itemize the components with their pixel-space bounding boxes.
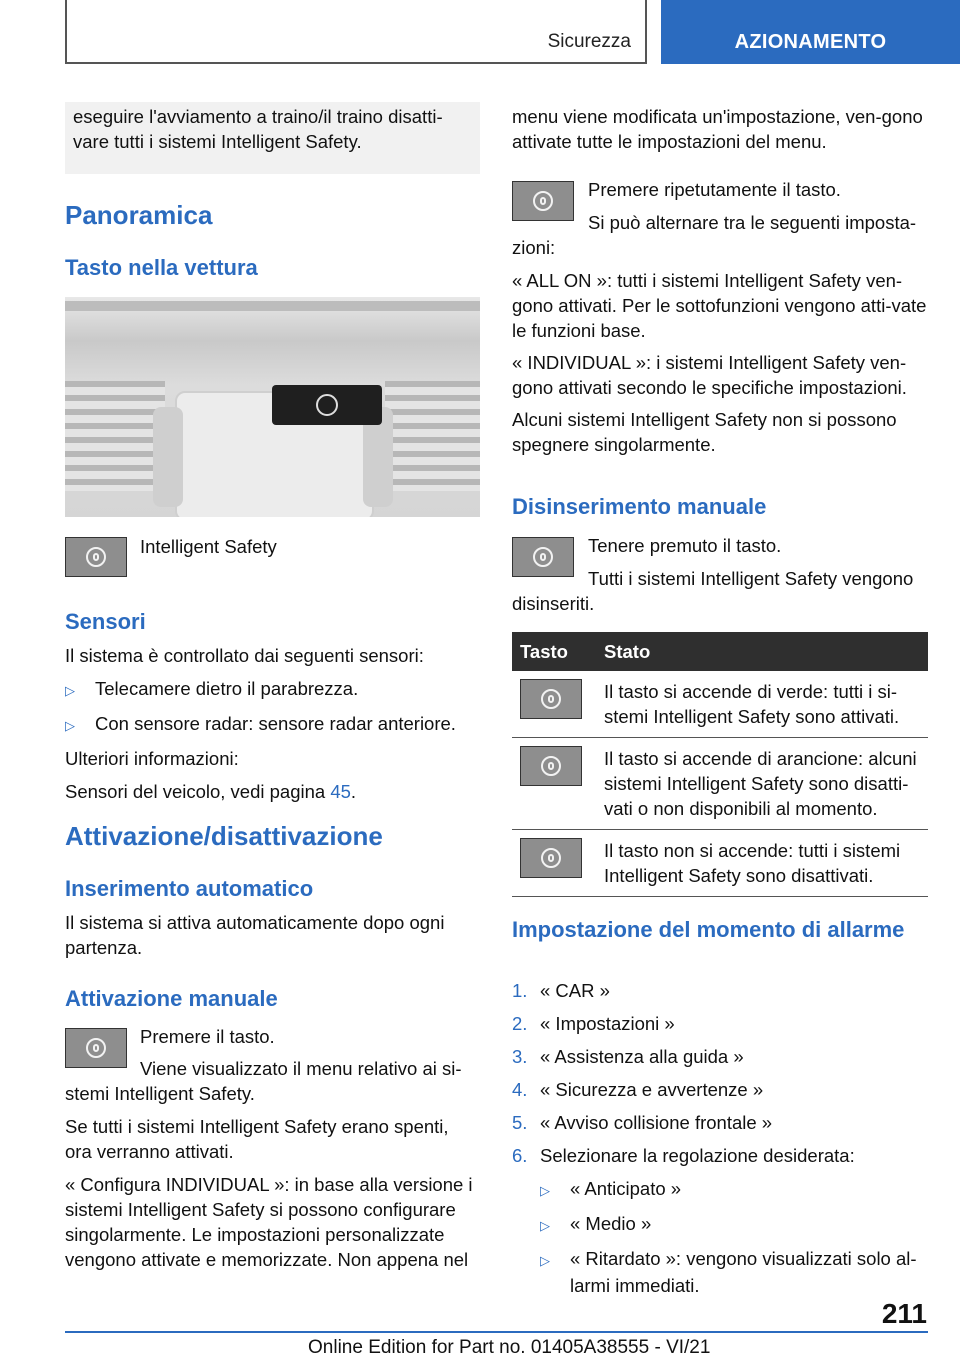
heading-inserimento-automatico: Inserimento automatico [65,876,314,901]
header-section-title: Sicurezza [547,31,631,52]
inserimento-text: Il sistema si attiva automaticamente dopo ogni partenza. [65,912,445,958]
intelligent-safety-button-icon [65,537,127,577]
repeat-step: Premere ripetutamente il tasto. [588,179,841,200]
triangle-bullet-icon: ▷ [540,1253,550,1268]
heading-impostazione-allarme: Impostazione del momento di allarme [512,917,905,942]
list-item: 6. Selezionare la regolazione desiderata: [512,1145,855,1166]
ulteriori-label: Ulteriori informazioni: [65,748,239,769]
individual-text: « INDIVIDUAL »: i sistemi Intelligent Safety ven-gono attivati secondo le specifiche impostazioni. [512,352,907,398]
heading-panoramica: Panoramica [65,200,213,230]
heading-attivazione: Attivazione/disattivazione [65,821,383,851]
table-row [512,830,928,897]
triangle-bullet-icon: ▷ [540,1183,550,1198]
header-chapter-tab [661,0,960,64]
manuale-p2: Se tutti i sistemi Intelligent Safety erano spenti, ora verranno attivati. [65,1116,449,1162]
page-number: 211 [881,1298,927,1329]
table-cell-stato: Il tasto si accende di verde: tutti i si-stemi Intelligent Safety sono attivati. [604,681,900,727]
sensori-reference: Sensori del veicolo, vedi pagina 45. [65,781,357,802]
header-section-box [65,0,647,64]
dis-step: Tenere premuto il tasto. [588,535,782,556]
sensori-section [65,643,480,812]
table-header [512,632,928,671]
triangle-bullet-icon: ▷ [65,718,75,733]
list-item: 1. « CAR » [512,980,610,1001]
footer-edition: Online Edition for Part no. 01405A38555 - VI/21 [308,1337,711,1358]
triangle-bullet-icon: ▷ [65,683,75,698]
note-text: eseguire l'avviamento a traino/il traino disatti-vare tutti i sistemi Intelligent Safety. [73,106,443,152]
intelligent-safety-button-icon [520,679,582,719]
button-caption: Intelligent Safety [140,536,277,557]
intelligent-safety-key-photo [272,385,382,425]
table-row [512,671,928,738]
list-item: 5. « Avviso collisione frontale » [512,1112,773,1133]
repeat-text: Si può alternare tra le seguenti imposta-zioni: [512,212,917,258]
alcuni-text: Alcuni sistemi Intelligent Safety non si possono spegnere singolarmente. [512,409,897,455]
heading-attivazione-manuale: Attivazione manuale [65,986,278,1011]
table-row [512,738,928,830]
status-table [512,632,928,897]
header-chapter-title: AZIONAMENTO [734,31,887,53]
table-col-stato: Stato [604,641,651,662]
dis-text: Tutti i sistemi Intelligent Safety vengono disinseriti. [512,568,914,614]
right-continuation: menu viene modificata un'impostazione, ven-gono attivate tutte le impostazioni del menu. [512,106,923,152]
list-item: 3. « Assistenza alla guida » [512,1046,744,1067]
table-cell-stato: Il tasto non si accende: tutti i sistemi Intelligent Safety sono disattivati. [604,840,901,886]
all-on-text: « ALL ON »: tutti i sistemi Intelligent Safety ven-gono attivati. Per le sottofunzioni vengono atti-vate le funzioni base. [512,270,927,341]
intelligent-safety-icon [316,394,338,416]
steps-list [512,978,928,1306]
manuale-step: Premere il tasto. [140,1026,275,1047]
note-box [65,102,480,174]
sensori-item-2: ▷ Con sensore radar: sensore radar anteriore. [65,711,480,738]
page-link-45[interactable]: 45 [330,781,351,802]
heading-disinserimento: Disinserimento manuale [512,494,767,519]
intelligent-safety-button-icon [520,746,582,786]
manuale-text: Viene visualizzato il menu relativo ai si-stemi Intelligent Safety. [65,1058,462,1104]
manuale-p3: « Configura INDIVIDUAL »: in base alla versione i sistemi Intelligent Safety si possono configurare singolarmente. Le impostazioni personalizzate vengono attivate e memorizzate. Non appena nel [65,1174,473,1270]
sub-item: ▷ « Anticipato » [512,1176,928,1203]
heading-tasto-vettura: Tasto nella vettura [65,255,258,280]
footer-divider [65,1331,928,1333]
vehicle-button-photo [65,297,480,517]
list-item: 4. « Sicurezza e avvertenze » [512,1079,764,1100]
sensori-intro: Il sistema è controllato dai seguenti sensori: [65,645,424,666]
intelligent-safety-button-icon [520,838,582,878]
table-cell-stato: Il tasto si accende di arancione: alcuni sistemi Intelligent Safety sono disatti-vati o non disponibili al momento. [604,748,917,819]
sub-item: ▷ « Ritardato »: vengono visualizzati solo al-larmi immediati. [540,1248,917,1296]
list-item: 2. « Impostazioni » [512,1013,675,1034]
sub-item: ▷ « Medio » [512,1211,928,1238]
heading-sensori: Sensori [65,609,146,634]
sensori-item-1: ▷ Telecamere dietro il parabrezza. [65,676,480,703]
table-col-tasto: Tasto [520,641,568,662]
triangle-bullet-icon: ▷ [540,1218,550,1233]
